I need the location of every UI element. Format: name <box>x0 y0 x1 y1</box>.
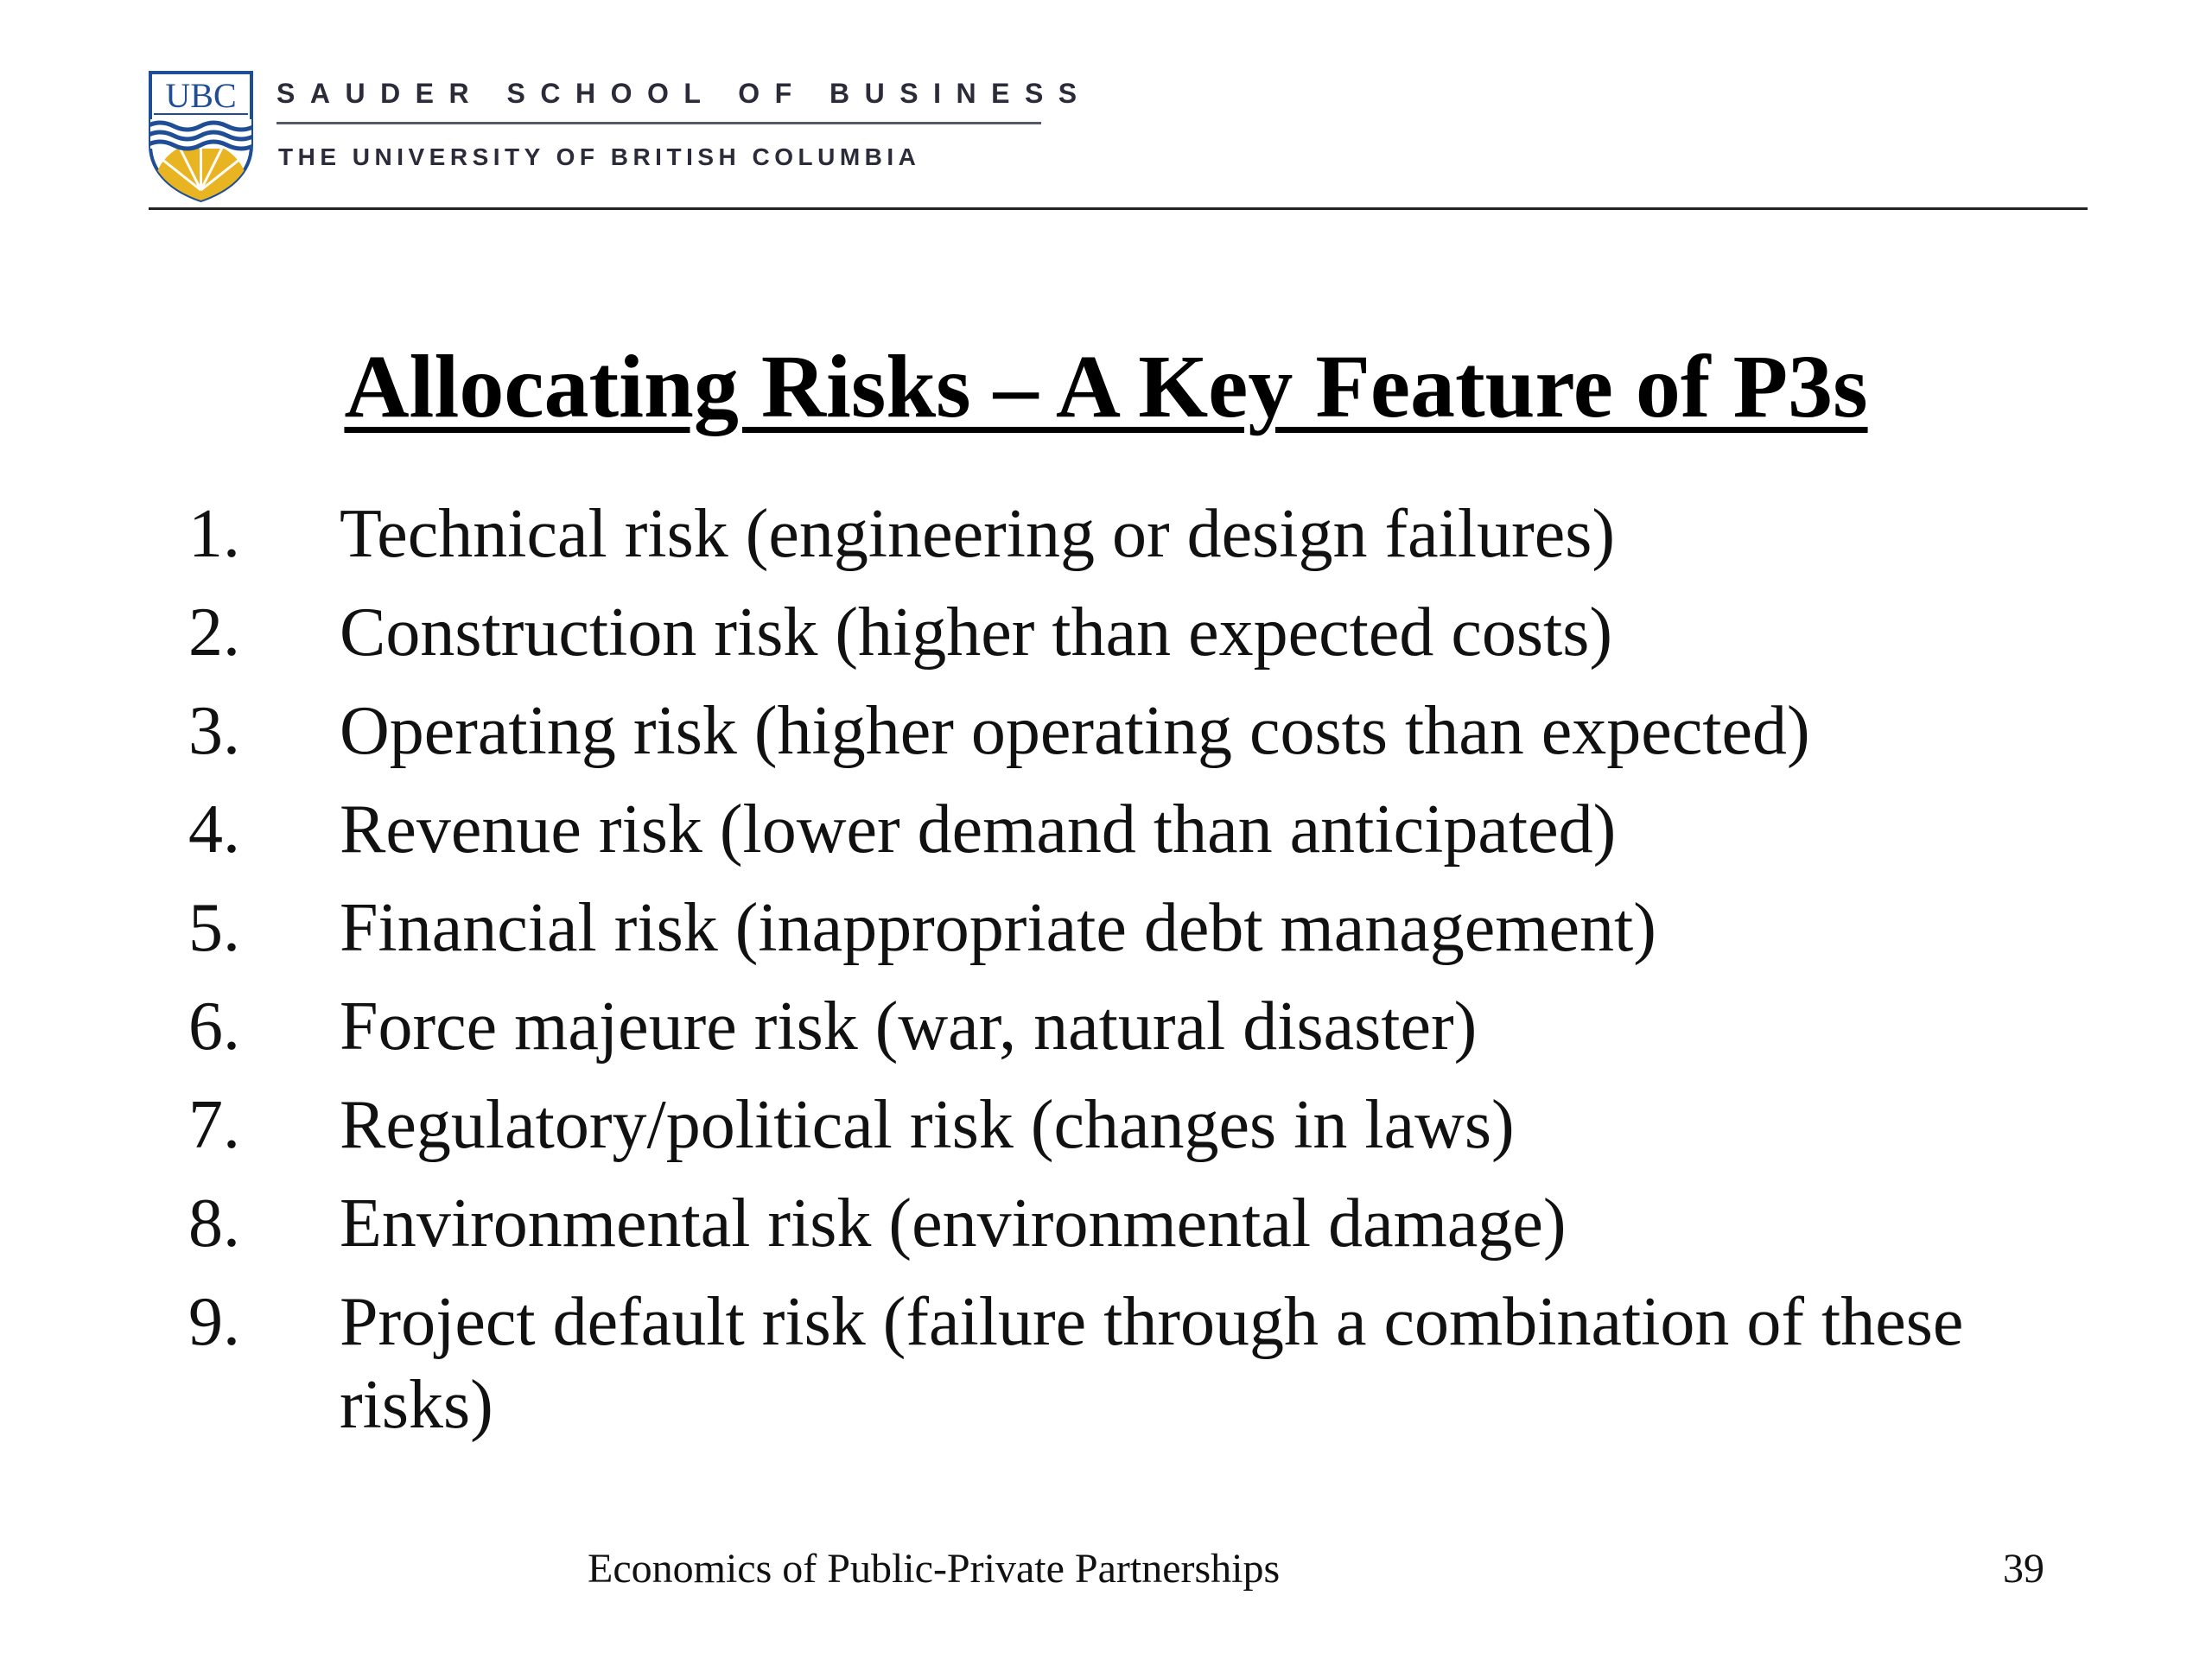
list-item-number: 6. <box>188 988 240 1065</box>
list-item <box>0 493 2212 591</box>
list-item <box>0 788 2212 887</box>
list-item-text: Project default risk (failure through a combination of these risks) <box>340 1284 1964 1443</box>
ubc-logo-text: UBC <box>165 76 237 115</box>
list-item-text: Financial risk (inappropriate debt management) <box>340 890 1656 966</box>
header-rule <box>149 207 2088 210</box>
list-item-text: Construction risk (higher than expected costs) <box>340 594 1612 671</box>
list-item-number: 4. <box>188 791 240 868</box>
footer-course-title: Economics of Public-Private Partnerships <box>588 1546 1281 1592</box>
header-divider <box>276 122 1041 124</box>
risk-list <box>0 493 2212 1462</box>
list-item-text: Regulatory/political risk (changes in laws) <box>340 1087 1515 1163</box>
list-item <box>0 887 2212 985</box>
list-item-text: Operating risk (higher operating costs than expected) <box>340 693 1810 769</box>
list-item-number: 2. <box>188 594 240 671</box>
list-item-text: Force majeure risk (war, natural disaster) <box>340 988 1478 1065</box>
list-item <box>0 1182 2212 1281</box>
list-item <box>0 591 2212 690</box>
list-item-number: 9. <box>188 1284 240 1360</box>
page-number: 39 <box>2003 1546 2044 1592</box>
list-item-text: Technical risk (engineering or design failures) <box>340 496 1616 572</box>
university-name: THE UNIVERSITY OF BRITISH COLUMBIA <box>278 143 921 170</box>
list-item-number: 5. <box>188 890 240 966</box>
slide-title <box>0 335 2212 439</box>
list-item <box>0 690 2212 788</box>
list-item <box>0 1281 2212 1462</box>
list-item <box>0 1084 2212 1182</box>
list-item-number: 8. <box>188 1185 240 1262</box>
list-item-number: 7. <box>188 1087 240 1163</box>
list-item <box>0 985 2212 1084</box>
list-item-text: Environmental risk (environmental damage) <box>340 1185 1567 1262</box>
ubc-crest-logo <box>147 69 255 203</box>
list-item-number: 1. <box>188 496 240 572</box>
list-item-text: Revenue risk (lower demand than anticipated) <box>340 791 1617 868</box>
list-item-number: 3. <box>188 693 240 769</box>
school-name: SAUDER SCHOOL OF BUSINESS <box>276 78 1092 109</box>
slide-title-text: Allocating Risks – A Key Feature of P3s <box>344 337 1868 436</box>
